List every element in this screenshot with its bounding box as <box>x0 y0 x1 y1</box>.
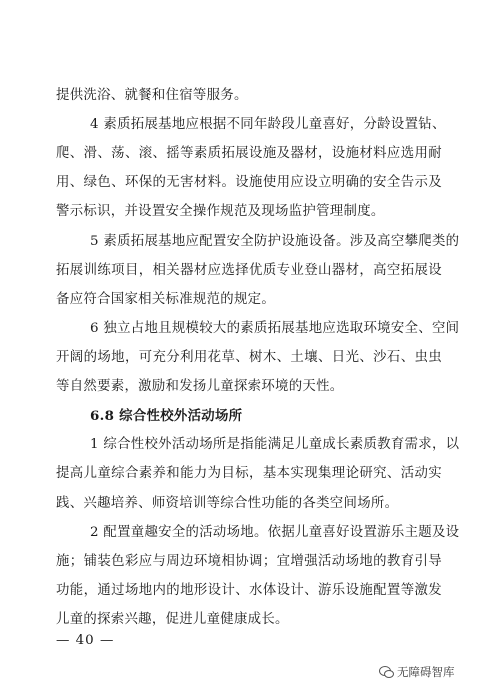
text-line: 用、绿色、环保的无害材料。设施使用应设立明确的安全告示及 <box>56 175 442 191</box>
text-line: 施；铺装色彩应与周边环境相协调；宜增强活动场地的教育引导 <box>56 553 442 569</box>
text-line: 等自然要素，激励和发扬儿童探索环境的天性。 <box>56 379 344 395</box>
text-line: 6 独立占地且规模较大的素质拓展基地应选取环境安全、空间 <box>90 320 460 336</box>
text-line: 4 素质拓展基地应根据不同年龄段儿童喜好，分龄设置钻、 <box>90 117 446 133</box>
text-line: 爬、滑、荡、滚、摇等素质拓展设施及器材，设施材料应选用耐 <box>56 146 442 162</box>
watermark <box>379 664 455 680</box>
text-line: 提供洗浴、就餐和住宿等服务。 <box>56 88 248 103</box>
wechat-icon <box>379 666 394 678</box>
watermark-label: 无障碍智库 <box>397 665 455 679</box>
text-line: 拓展训练项目，相关器材应选择优质专业登山器材，高空拓展设 <box>56 262 442 278</box>
text-line: 开阔的场地，可充分利用花草、树木、土壤、日光、沙石、虫虫 <box>56 350 442 365</box>
text-line: 5 素质拓展基地应配置安全防护设施设备。涉及高空攀爬类的 <box>90 233 460 249</box>
section-heading: 6.8 综合性校外活动场所 <box>90 408 243 425</box>
text-line: 功能，通过场地内的地形设计、水体设计、游乐设施配置等激发 <box>56 582 442 598</box>
text-line: 2 配置童趣安全的活动场地。依据儿童喜好设置游乐主题及设 <box>90 524 460 540</box>
text-line: 儿童的探索兴趣，促进儿童健康成长。 <box>56 612 289 627</box>
text-line: 备应符合国家相关标准规范的规定。 <box>56 291 276 307</box>
text-line: 提高儿童综合素养和能力为目标，基本实现集理论研究、活动实 <box>56 466 442 482</box>
page-number: — 40 — <box>56 633 115 648</box>
text-line: 警示标识，并设置安全操作规范及现场监护管理制度。 <box>56 204 385 220</box>
text-line: 践、兴趣培养、师资培训等综合性功能的各类空间场所。 <box>56 495 399 511</box>
text-line: 1 综合性校外活动场所是指能满足儿童成长素质教育需求，以 <box>90 437 460 453</box>
